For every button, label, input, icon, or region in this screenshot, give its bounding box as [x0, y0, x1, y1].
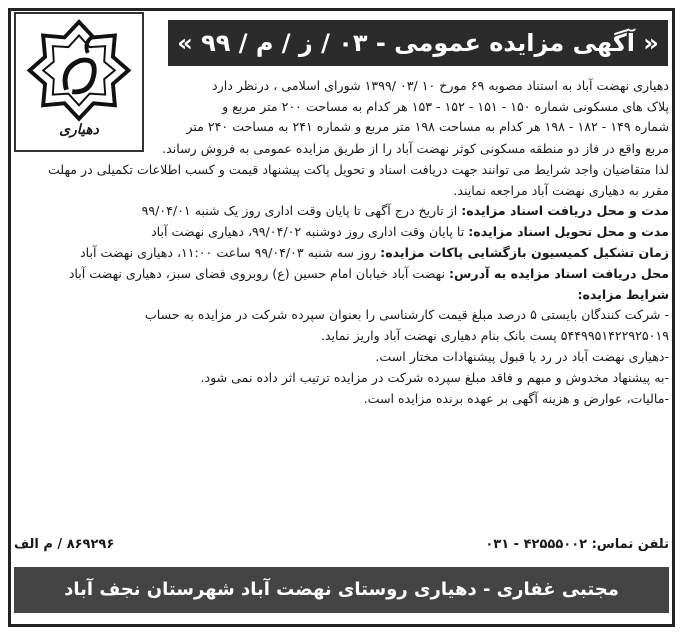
item-value: نهضت آباد خیابان امام حسین (ع) روبروی فضای سبز، دهیاری نهضت آباد — [68, 265, 449, 281]
intro-line: شماره ۱۴۹ - ۱۸۲ - ۱۹۸ هر کدام به مساحت ۱۹۸ متر مربع و شماره ۲۴۱ به مساحت ۲۴۰ متر — [186, 119, 669, 134]
intro-block — [150, 76, 669, 138]
notice-code: ۸۶۹۲۹۶ / م الف — [14, 537, 115, 552]
dehyari-logo — [14, 12, 144, 152]
condition-line: -مالیات، عوارض و هزینه آگهی بر عهده برنده مزایده است. — [363, 390, 669, 406]
signature-footer: مجتبی غفاری - دهیاری روستای نهضت آباد شهرستان نجف آباد — [14, 567, 669, 613]
paragraph: لذا متقاضیان واجد شرایط می توانند جهت دریافت اسناد و تحویل پاکت پیشنهاد قیمت و کسب اطلاعات تکمیلی در مهلت — [47, 161, 669, 177]
contact-row — [14, 537, 669, 559]
item-label: مدت و محل تحویل اسناد مزایده: — [468, 224, 669, 240]
item-value: از تاریخ درج آگهی تا پایان وقت اداری روز یک شنبه ۹۹/۰۴/۰۱ — [141, 203, 462, 219]
intro-line: دهیاری نهضت آباد به استناد مصوبه ۶۹ مورخ ۱۰ /۰۳ /۱۳۹۹ شورای اسلامی ، درنظر دارد — [212, 78, 669, 93]
paragraph: مربع واقع در فاز دو منطقه مسکونی کوثر نهضت آباد را از طریق مزایده عمومی به فروش رساند. — [162, 141, 669, 156]
logo-text: دهیاری — [59, 122, 99, 138]
condition-line: ۵۴۴۹۹۵۱۴۲۲۹۲۵۰۱۹ پست بانک بنام دهیاری نهضت آباد واریز نماید. — [320, 328, 669, 344]
paragraph: مقرر به دهیاری نهضت آباد مراجعه نمایند. — [453, 182, 669, 198]
item-address — [14, 264, 669, 285]
condition-line: -دهیاری نهضت آباد در رد یا قبول پیشنهادات مختار است. — [375, 348, 669, 364]
item-receive-docs — [14, 201, 669, 222]
condition-line: - شرکت کنندگان بایستی ۵ درصد مبلغ قیمت کارشناسی را بعنوان سپرده شرکت در مزایده به حساب — [144, 307, 669, 323]
item-value: روز سه شنبه ۹۹/۰۴/۰۳ ساعت ۱۱:۰۰، دهیاری نهضت آباد — [80, 244, 381, 260]
item-label: مدت و محل دریافت اسناد مزایده: — [461, 203, 669, 219]
condition-line: -به پیشنهاد مخدوش و مبهم و فاقد مبلغ سپرده شرکت در مزایده ترتیب اثر داده نمی شود. — [200, 369, 669, 385]
contact-phone: تلفن تماس: ۴۲۵۵۵۰۰۲ - ۰۳۱ — [485, 537, 669, 552]
conditions-heading: شرایط مزایده: — [577, 286, 669, 302]
item-label: محل دریافت اسناد مزایده به آدرس: — [448, 265, 669, 281]
item-value: تا پایان وقت اداری روز دوشنبه ۹۹/۰۴/۰۲، دهیاری نهضت آباد — [151, 224, 469, 240]
notice-title: « آگهی مزایده عمومی - ۰۳ / ز / م / ۹۹ » — [168, 20, 668, 66]
item-commission — [14, 243, 669, 264]
item-label: زمان تشکیل کمیسیون بازگشایی پاکات مزایده: — [380, 244, 669, 260]
main-text — [14, 139, 669, 409]
item-deliver-docs — [14, 222, 669, 243]
intro-line: پلاک های مسکونی شماره ۱۵۰ - ۱۵۱ - ۱۵۲ - ۱۵۳ هر کدام به مساحت ۲۰۰ متر مربع و — [222, 98, 669, 114]
